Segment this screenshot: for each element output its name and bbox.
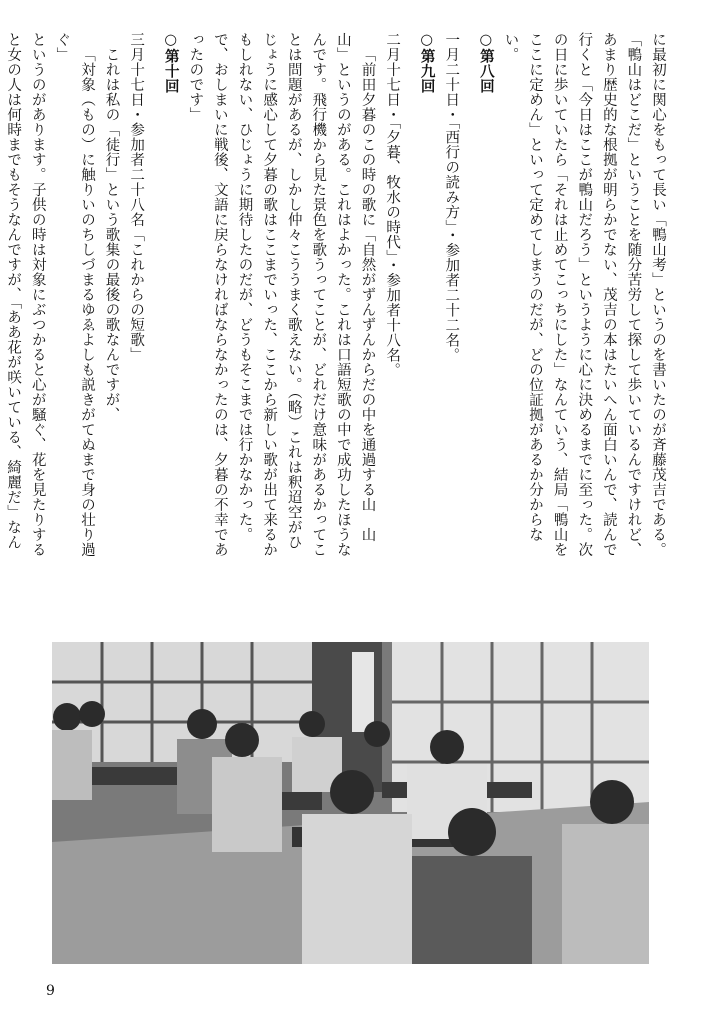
- paragraph-8: 一月二十日・「西行の読み方」・参加者二十二名。: [443, 32, 460, 363]
- heading-10: ○第十回: [162, 32, 179, 94]
- paragraph-9-date: 二月十七日・「夕暮、牧水の時代」・参加者十八名。: [384, 32, 401, 378]
- paragraph-1: に最初に関心をもって長い「鴨山考」というのを書いたのが斉藤茂吉である。「鴨山はどこだ」ということを随分苦労して探して歩いているんですけれど、あまり歴史的な根拠が明らかでない、茂吉の本はたいへん面白いんで、読んで行くと「今日はここが鴨山だろう」というように心に決めるまでに至った。次の日に歩いていたら「それは止めてこっちにした」なんていう、結局「鴨山をここに定めん」といって定めてしまうのだが、どの位証拠があるか分からない。: [502, 32, 666, 557]
- photo-classroom-icon: [52, 642, 649, 964]
- page-number: 9: [46, 983, 55, 999]
- classroom-photo: [52, 642, 649, 964]
- paragraph-10-poem: 「対象（もの）に触りいのちしづまるゆゑよしも説きがてぬまで身の壮り過ぐ」: [54, 32, 95, 557]
- paragraph-9-quote: 「前田夕暮のこの時の歌に「自然がずんずんからだの中を通過する山 山 山」というのがある。これはよかった。これは口語短歌の中で成功したほうなんです。飛行機から見た景色を歌うってことが、どれだけ意味があるかってことは問題があるが、しかし仲々こううまく歌えない。（略）これは釈迢空がひじょうに感心して夕暮の歌はここまでいった、ここから新しい歌が出て来るかもしれない、ひじょうに期待したのだが、どうもそこまでは行かなかった。で、おしまいに戦後、文語に戻らなければならなかったのは、夕暮の不幸であったのです」: [187, 32, 376, 557]
- paragraph-10-date: 三月十七日・参加者二十八名「これからの短歌」: [128, 32, 145, 362]
- body-text: [5, 32, 670, 560]
- paragraph-10-intro: これは私の「徒行」という歌集の最後の歌なんですが、: [103, 46, 120, 422]
- heading-8: ○第八回: [477, 32, 494, 94]
- paragraph-10-body: というのがあります。子供の時は対象にぶつかると心が騒ぐ、花を見たりすると女の人は何時までもそうなんですが、「ああ花が咲いている、綺麗だ」なん: [5, 32, 46, 557]
- heading-9: ○第九回: [418, 32, 435, 94]
